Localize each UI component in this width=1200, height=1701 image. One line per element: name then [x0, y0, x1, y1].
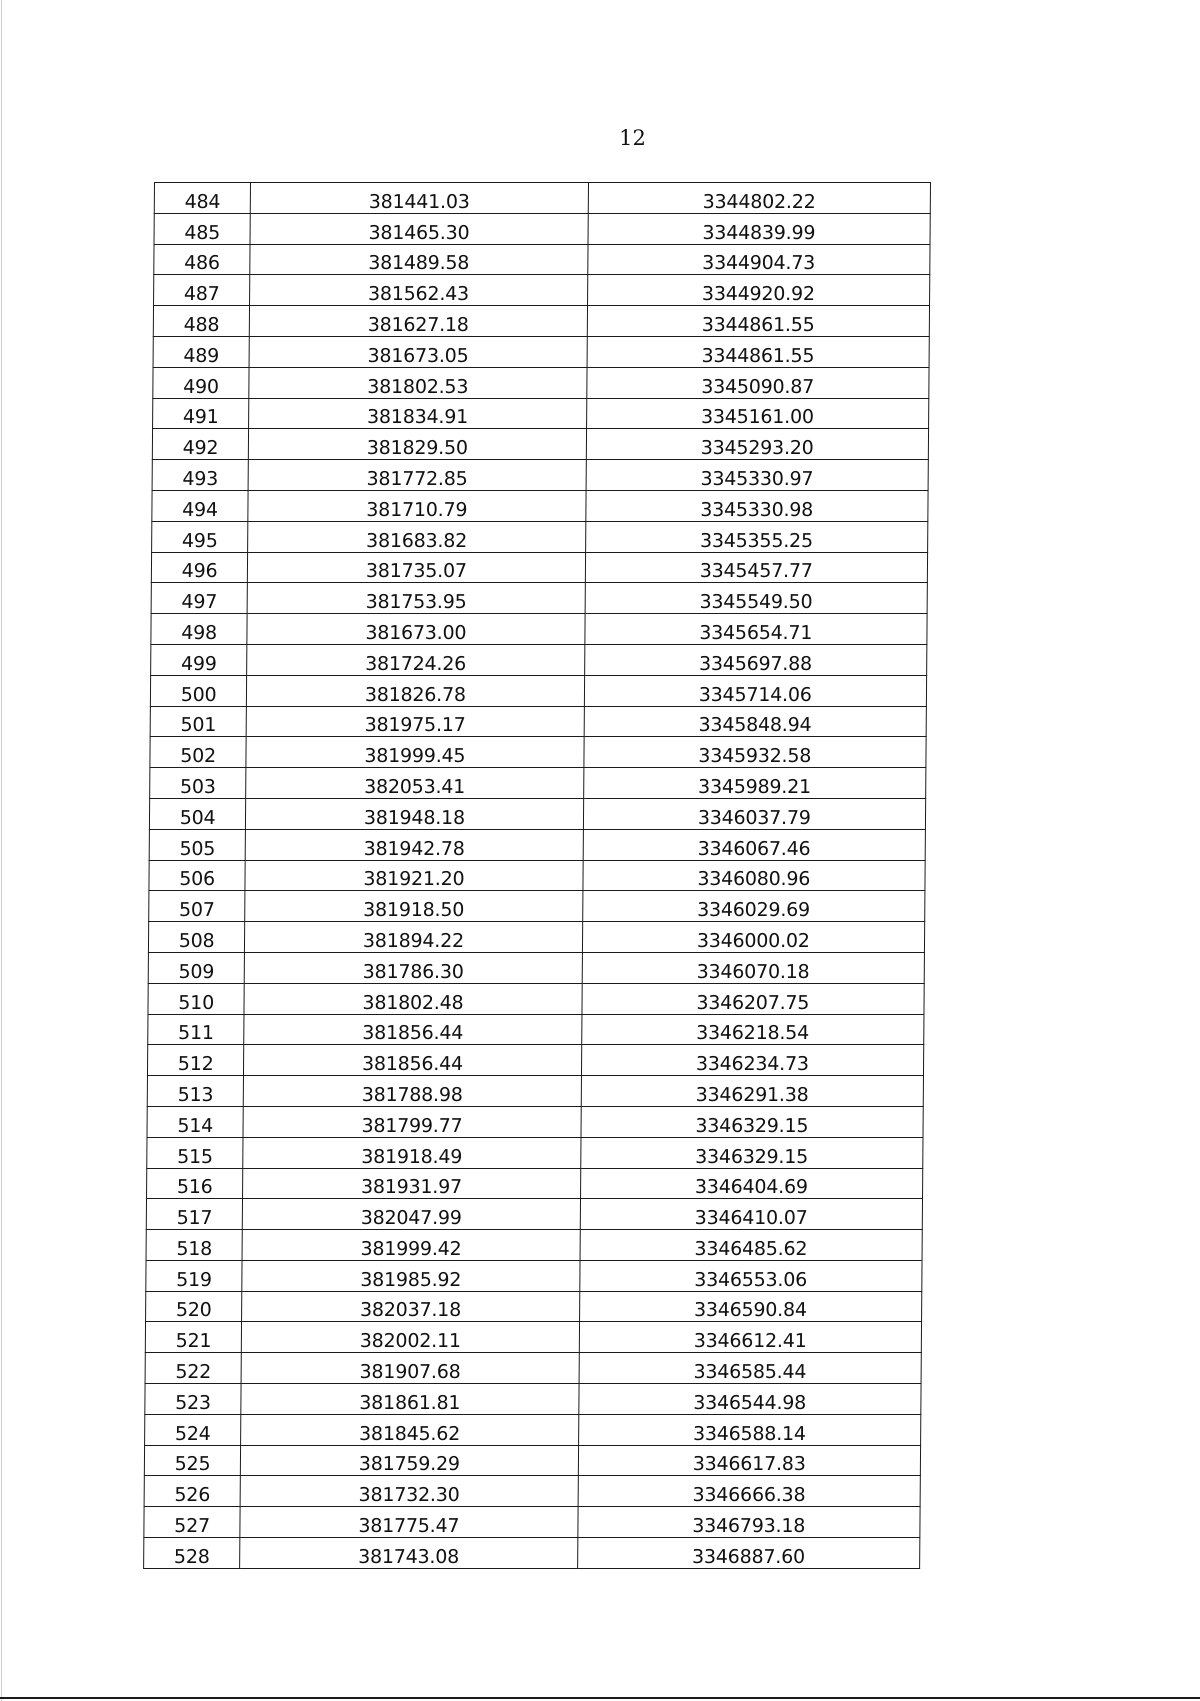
- x-coordinate-cell: 381834.91: [249, 398, 587, 429]
- table-row: [149, 829, 925, 860]
- y-coordinate-cell: 3346590.84: [579, 1291, 922, 1322]
- table-row: [146, 1199, 922, 1230]
- y-coordinate-cell: 3345293.20: [586, 429, 929, 460]
- point-number-cell: 521: [145, 1322, 241, 1353]
- y-coordinate-cell: 3344861.55: [587, 306, 930, 337]
- point-number-cell: 525: [144, 1445, 240, 1476]
- table-row: [144, 1507, 920, 1538]
- x-coordinate-cell: 381856.44: [244, 1045, 582, 1076]
- y-coordinate-cell: 3346404.69: [580, 1168, 923, 1199]
- point-number-cell: 492: [152, 429, 248, 460]
- point-number-cell: 523: [145, 1384, 241, 1415]
- point-number-cell: 489: [153, 336, 249, 367]
- x-coordinate-cell: 381732.30: [240, 1476, 578, 1507]
- x-coordinate-cell: 382037.18: [242, 1291, 580, 1322]
- point-number-cell: 522: [145, 1353, 241, 1384]
- table-row: [154, 275, 930, 306]
- point-number-cell: 485: [154, 213, 250, 244]
- table-row: [151, 614, 927, 645]
- table-row: [149, 860, 925, 891]
- y-coordinate-cell: 3345697.88: [584, 644, 927, 675]
- table-row: [153, 336, 929, 367]
- point-number-cell: 500: [150, 675, 246, 706]
- x-coordinate-cell: 382047.99: [243, 1199, 581, 1230]
- point-number-cell: 524: [145, 1414, 241, 1445]
- table-row: [151, 644, 927, 675]
- table-row: [146, 1291, 922, 1322]
- point-number-cell: 496: [151, 552, 247, 583]
- y-coordinate-cell: 3346585.44: [579, 1353, 922, 1384]
- y-coordinate-cell: 3345355.25: [585, 521, 928, 552]
- point-number-cell: 497: [151, 583, 247, 614]
- point-number-cell: 488: [153, 306, 249, 337]
- table-row: [145, 1322, 921, 1353]
- point-number-cell: 526: [144, 1476, 240, 1507]
- y-coordinate-cell: 3346329.15: [580, 1137, 923, 1168]
- point-number-cell: 508: [148, 922, 244, 953]
- table-row: [150, 675, 926, 706]
- table-row: [148, 1014, 924, 1045]
- scan-edge-bottom: [0, 1697, 1200, 1699]
- x-coordinate-cell: 381802.48: [244, 983, 582, 1014]
- y-coordinate-cell: 3344861.55: [587, 336, 930, 367]
- x-coordinate-cell: 381918.49: [243, 1137, 581, 1168]
- point-number-cell: 520: [146, 1291, 242, 1322]
- x-coordinate-cell: 381829.50: [249, 429, 587, 460]
- table-row: [145, 1353, 921, 1384]
- point-number-cell: 493: [152, 460, 248, 491]
- table-row: [147, 1076, 923, 1107]
- y-coordinate-cell: 3344839.99: [588, 213, 931, 244]
- point-number-cell: 495: [152, 521, 248, 552]
- x-coordinate-cell: 381441.03: [250, 183, 588, 214]
- x-coordinate-cell: 381465.30: [250, 213, 588, 244]
- x-coordinate-cell: 381772.85: [248, 460, 586, 491]
- x-coordinate-cell: 381759.29: [241, 1445, 579, 1476]
- point-number-cell: 494: [152, 490, 248, 521]
- x-coordinate-cell: 381856.44: [244, 1014, 582, 1045]
- y-coordinate-cell: 3345654.71: [584, 614, 927, 645]
- table-row: [147, 1106, 923, 1137]
- x-coordinate-cell: 381735.07: [248, 552, 586, 583]
- table-row: [150, 768, 926, 799]
- x-coordinate-cell: 381775.47: [240, 1507, 578, 1538]
- point-number-cell: 516: [147, 1168, 243, 1199]
- point-number-cell: 510: [148, 983, 244, 1014]
- y-coordinate-cell: 3346544.98: [578, 1384, 921, 1415]
- point-number-cell: 512: [147, 1045, 243, 1076]
- x-coordinate-cell: 381942.78: [245, 829, 583, 860]
- y-coordinate-cell: 3346793.18: [577, 1507, 920, 1538]
- table-row: [151, 583, 927, 614]
- y-coordinate-cell: 3346666.38: [578, 1476, 921, 1507]
- point-number-cell: 505: [149, 829, 245, 860]
- x-coordinate-cell: 381724.26: [247, 644, 585, 675]
- scan-edge-left: [1, 0, 2, 1701]
- table-row: [154, 183, 930, 214]
- y-coordinate-cell: 3345848.94: [584, 706, 927, 737]
- point-number-cell: 499: [151, 644, 247, 675]
- y-coordinate-cell: 3346207.75: [582, 983, 925, 1014]
- table-row: [153, 367, 929, 398]
- y-coordinate-cell: 3346291.38: [581, 1076, 924, 1107]
- y-coordinate-cell: 3346588.14: [578, 1414, 921, 1445]
- x-coordinate-cell: 382002.11: [242, 1322, 580, 1353]
- point-number-cell: 514: [147, 1106, 243, 1137]
- point-number-cell: 504: [149, 798, 245, 829]
- x-coordinate-cell: 381948.18: [246, 798, 584, 829]
- point-number-cell: 518: [146, 1230, 242, 1261]
- table-row: [154, 244, 930, 275]
- table-row: [144, 1445, 920, 1476]
- x-coordinate-cell: 381753.95: [247, 583, 585, 614]
- table-row: [150, 706, 926, 737]
- table-row: [149, 891, 925, 922]
- table-row: [146, 1230, 922, 1261]
- y-coordinate-cell: 3346067.46: [583, 829, 926, 860]
- y-coordinate-cell: 3345989.21: [583, 768, 926, 799]
- x-coordinate-cell: 381975.17: [246, 706, 584, 737]
- x-coordinate-cell: 381999.42: [242, 1230, 580, 1261]
- table-row: [149, 798, 925, 829]
- x-coordinate-cell: 381931.97: [243, 1168, 581, 1199]
- point-number-cell: 503: [150, 768, 246, 799]
- table-row: [152, 490, 928, 521]
- x-coordinate-cell: 381918.50: [245, 891, 583, 922]
- y-coordinate-cell: 3346329.15: [581, 1106, 924, 1137]
- table-row: [150, 737, 926, 768]
- y-coordinate-cell: 3346037.79: [583, 798, 926, 829]
- y-coordinate-cell: 3346612.41: [579, 1322, 922, 1353]
- point-number-cell: 507: [149, 891, 245, 922]
- point-number-cell: 509: [148, 952, 244, 983]
- table-row: [154, 213, 930, 244]
- table-row: [151, 552, 927, 583]
- x-coordinate-cell: 381489.58: [250, 244, 588, 275]
- y-coordinate-cell: 3346887.60: [577, 1538, 920, 1569]
- table-row: [153, 306, 929, 337]
- point-number-cell: 501: [150, 706, 246, 737]
- point-number-cell: 527: [144, 1507, 240, 1538]
- y-coordinate-cell: 3346029.69: [582, 891, 925, 922]
- y-coordinate-cell: 3344904.73: [587, 244, 930, 275]
- coordinate-table: [143, 182, 931, 1569]
- point-number-cell: 498: [151, 614, 247, 645]
- x-coordinate-cell: 381743.08: [240, 1538, 578, 1569]
- point-number-cell: 513: [147, 1076, 243, 1107]
- x-coordinate-cell: 381985.92: [242, 1260, 580, 1291]
- point-number-cell: 486: [154, 244, 250, 275]
- x-coordinate-cell: 381673.00: [247, 614, 585, 645]
- y-coordinate-cell: 3345090.87: [586, 367, 929, 398]
- y-coordinate-cell: 3345161.00: [586, 398, 929, 429]
- x-coordinate-cell: 381802.53: [249, 367, 587, 398]
- point-number-cell: 519: [146, 1260, 242, 1291]
- y-coordinate-cell: 3346485.62: [580, 1230, 923, 1261]
- x-coordinate-cell: 381786.30: [244, 952, 582, 983]
- table-row: [148, 922, 924, 953]
- point-number-cell: 502: [150, 737, 246, 768]
- table-row: [152, 460, 928, 491]
- table-row: [148, 983, 924, 1014]
- table-row: [145, 1414, 921, 1445]
- x-coordinate-cell: 381788.98: [243, 1076, 581, 1107]
- table-row: [146, 1260, 922, 1291]
- x-coordinate-cell: 381562.43: [250, 275, 588, 306]
- y-coordinate-cell: 3345932.58: [583, 737, 926, 768]
- x-coordinate-cell: 381799.77: [243, 1106, 581, 1137]
- y-coordinate-cell: 3345330.98: [585, 490, 928, 521]
- y-coordinate-cell: 3345330.97: [586, 460, 929, 491]
- table-row: [152, 429, 928, 460]
- y-coordinate-cell: 3346617.83: [578, 1445, 921, 1476]
- y-coordinate-cell: 3345714.06: [584, 675, 927, 706]
- point-number-cell: 491: [153, 398, 249, 429]
- x-coordinate-cell: 381999.45: [246, 737, 584, 768]
- y-coordinate-cell: 3346000.02: [582, 922, 925, 953]
- point-number-cell: 484: [154, 183, 250, 214]
- y-coordinate-cell: 3346234.73: [581, 1045, 924, 1076]
- point-number-cell: 490: [153, 367, 249, 398]
- x-coordinate-cell: 381861.81: [241, 1384, 579, 1415]
- x-coordinate-cell: 381907.68: [241, 1353, 579, 1384]
- table-row: [145, 1384, 921, 1415]
- point-number-cell: 528: [144, 1538, 240, 1569]
- point-number-cell: 511: [148, 1014, 244, 1045]
- point-number-cell: 515: [147, 1137, 243, 1168]
- table-row: [152, 521, 928, 552]
- table-row: [144, 1538, 920, 1569]
- table-row: [147, 1137, 923, 1168]
- y-coordinate-cell: 3346070.18: [582, 952, 925, 983]
- x-coordinate-cell: 382053.41: [246, 768, 584, 799]
- point-number-cell: 506: [149, 860, 245, 891]
- y-coordinate-cell: 3345549.50: [585, 583, 928, 614]
- page-number: 12: [619, 126, 646, 150]
- table-row: [148, 952, 924, 983]
- x-coordinate-cell: 381673.05: [249, 336, 587, 367]
- point-number-cell: 487: [154, 275, 250, 306]
- table-row: [153, 398, 929, 429]
- y-coordinate-cell: 3346218.54: [581, 1014, 924, 1045]
- x-coordinate-cell: 381845.62: [241, 1414, 579, 1445]
- y-coordinate-cell: 3344920.92: [587, 275, 930, 306]
- y-coordinate-cell: 3345457.77: [585, 552, 928, 583]
- y-coordinate-cell: 3346080.96: [583, 860, 926, 891]
- point-number-cell: 517: [146, 1199, 242, 1230]
- x-coordinate-cell: 381710.79: [248, 490, 586, 521]
- x-coordinate-cell: 381627.18: [250, 306, 588, 337]
- table-row: [144, 1476, 920, 1507]
- table-row: [147, 1045, 923, 1076]
- x-coordinate-cell: 381894.22: [245, 922, 583, 953]
- y-coordinate-cell: 3346410.07: [580, 1199, 923, 1230]
- x-coordinate-cell: 381683.82: [248, 521, 586, 552]
- y-coordinate-cell: 3346553.06: [579, 1260, 922, 1291]
- coordinate-table-body: [144, 183, 931, 1569]
- x-coordinate-cell: 381826.78: [247, 675, 585, 706]
- y-coordinate-cell: 3344802.22: [588, 183, 931, 214]
- x-coordinate-cell: 381921.20: [245, 860, 583, 891]
- table-row: [147, 1168, 923, 1199]
